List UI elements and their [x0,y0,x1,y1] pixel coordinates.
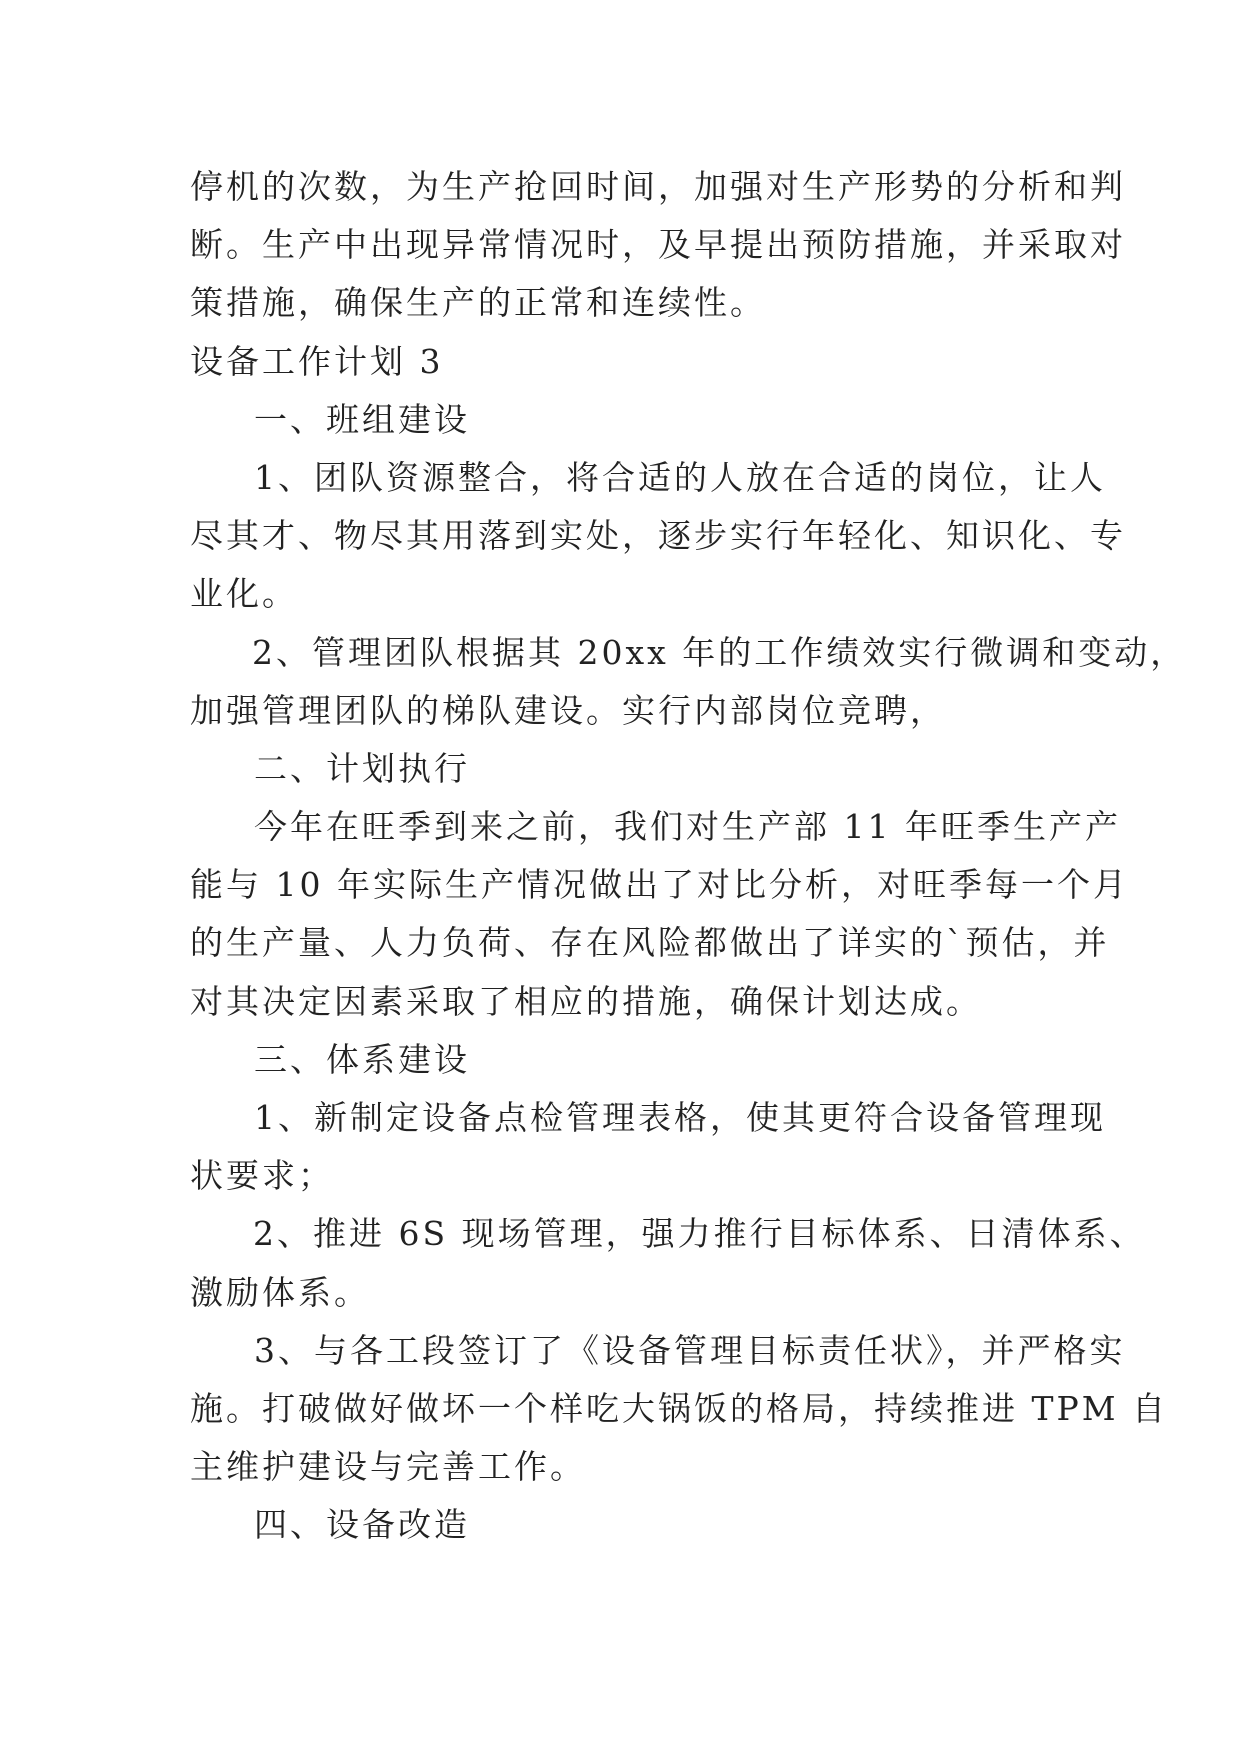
paragraph-line: 1、团队资源整合，将合适的人放在合适的岗位，让人 [254,457,1106,497]
paragraph-line: 对其决定因素采取了相应的措施，确保计划达成。 [190,981,982,1021]
paragraph-line: 今年在旺季到来之前，我们对生产部 11 年旺季生产产 [254,807,1121,847]
paragraph-line: 停机的次数，为生产抢回时间，加强对生产形势的分析和判 [190,167,1126,206]
paragraph-line: 的生产量、人力负荷、存在风险都做出了详实的`预估，并 [190,923,1110,963]
paragraph-line: 尽其才、物尽其用落到实处，逐步实行年轻化、知识化、专 [190,516,1126,556]
document-body [190,158,1187,1555]
section-heading: 二、计划执行 [254,748,470,788]
section-heading: 三、体系建设 [254,1039,470,1079]
paragraph-line: 3、与各工段签订了《设备管理目标责任状》，并严格实 [254,1330,1126,1370]
paragraph-line: 主维护建设与完善工作。 [190,1447,586,1487]
paragraph-line: 2、推进 6S 现场管理，强力推行目标体系、日清体系、 [253,1214,1146,1254]
paragraph-line: 2、管理团队根据其 20xx 年的工作绩效实行微调和变动， [252,632,1187,672]
section-heading: 四、设备改造 [254,1505,470,1545]
paragraph-line: 策措施，确保生产的正常和连续性。 [190,283,766,323]
paragraph-line: 状要求； [190,1156,334,1196]
section-heading: 一、班组建设 [254,399,470,439]
paragraph-line: 1、新制定设备点检管理表格，使其更符合设备管理现 [254,1098,1106,1137]
paragraph-line: 施。打破做好做坏一个样吃大锅饭的格局，持续推进 TPM 自 [190,1388,1168,1428]
paragraph-line: 激励体系。 [190,1272,370,1312]
paragraph-line: 能与 10 年实际生产情况做出了对比分析，对旺季每一个月 [190,865,1129,905]
paragraph-line: 业化。 [190,574,298,614]
paragraph-line: 断。生产中出现异常情况时，及早提出预防措施，并采取对 [190,225,1126,265]
paragraph-line: 加强管理团队的梯队建设。实行内部岗位竞聘， [190,690,946,730]
section-title: 设备工作计划 3 [190,341,444,381]
